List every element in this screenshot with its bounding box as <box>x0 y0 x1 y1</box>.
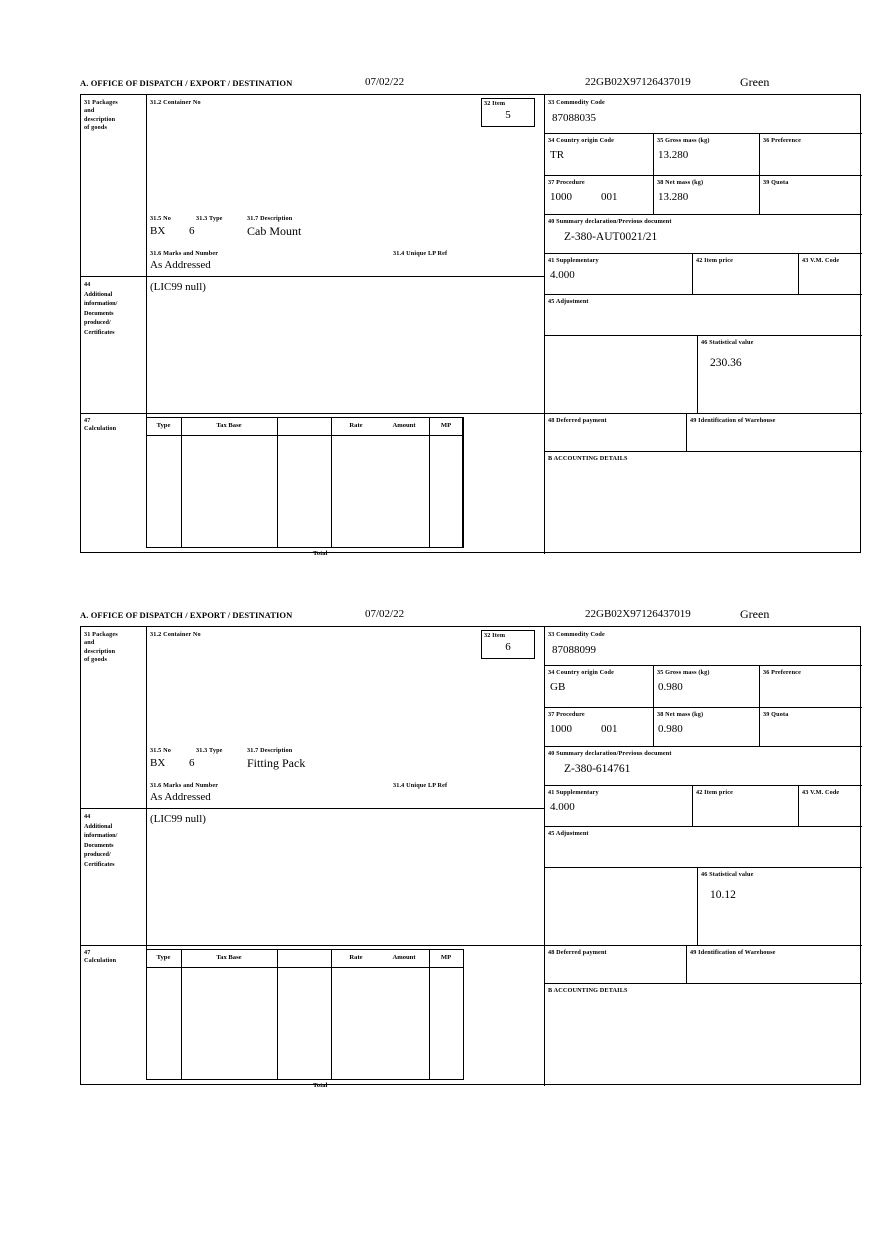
box31-no-value: BX <box>150 225 166 237</box>
box38-value: 0.980 <box>658 723 683 735</box>
form-header <box>80 75 861 94</box>
box40-value: Z-380-614761 <box>564 763 631 775</box>
calc-header-amount: Amount <box>392 954 416 961</box>
box35-value: 0.980 <box>658 681 683 693</box>
box40-label: 40 Summary declaration/Previous document <box>548 218 672 225</box>
box41-value: 4.000 <box>550 801 575 813</box>
calc-top-border <box>146 949 464 950</box>
boxB-label: B ACCOUNTING DETAILS <box>548 455 628 462</box>
divider-34-37 <box>544 175 862 176</box>
calc-header-type: Type <box>156 422 171 429</box>
box31-container-label: 31.2 Container No <box>150 631 201 638</box>
header-mrn: 22GB02X97126437019 <box>585 608 691 620</box>
box31-type-value: 6 <box>189 225 195 237</box>
calc-header-type: Type <box>156 954 171 961</box>
divider-41-45 <box>544 826 862 827</box>
divider-47-top <box>81 945 862 946</box>
box31-no-label: 31.5 No <box>150 747 171 754</box>
box47-label: 47 Calculation <box>84 417 117 433</box>
calc-header-rate: Rate <box>349 422 363 429</box>
box49-label: 49 Identification of Warehouse <box>690 949 776 956</box>
header-lane: Green <box>740 607 770 621</box>
box32-label: 32 Item <box>484 100 506 107</box>
divider-37-40 <box>544 214 862 215</box>
divider-42-43 <box>798 785 799 826</box>
divider-42-43 <box>798 253 799 294</box>
box41-label: 41 Supplementary <box>548 257 599 264</box>
box31-unique-lp-label: 31.4 Unique LP Ref <box>393 250 448 257</box>
box36-label: 36 Preference <box>763 137 801 144</box>
box33-label: 33 Commodity Code <box>548 631 605 638</box>
box35-value: 13.280 <box>658 149 689 161</box>
box31-container-label: 31.2 Container No <box>150 99 201 106</box>
divider-41-42 <box>692 253 693 294</box>
divider-41-45 <box>544 294 862 295</box>
divider-box33-bottom <box>544 133 862 134</box>
box44-value: (LIC99 null) <box>150 281 206 293</box>
divider-47-top <box>81 413 862 414</box>
divider-37-40 <box>544 746 862 747</box>
calc-header-rate: Rate <box>349 954 363 961</box>
box37-value-1: 1000 <box>550 723 572 735</box>
box31-label: 31 Packages and description of goods <box>84 631 118 664</box>
box41-value: 4.000 <box>550 269 575 281</box>
calc-header-mp: MP <box>440 422 452 429</box>
divider-48-49 <box>686 413 687 451</box>
box38-label: 38 Net mass (kg) <box>657 711 704 718</box>
office-of-dispatch-label: A. OFFICE OF DISPATCH / EXPORT / DESTINATION <box>80 78 293 88</box>
box31-type-label: 31.3 Type <box>196 747 223 754</box>
box31-label: 31 Packages and description of goods <box>84 99 118 132</box>
divider-34-35 <box>653 133 654 214</box>
calc-total-label: Total <box>313 550 328 557</box>
box31-marks-label: 31.6 Marks and Number <box>150 782 219 789</box>
box44-label: 44 Additional information/ Documents produced/ Certificates <box>84 281 118 336</box>
divider-dotted <box>544 335 545 413</box>
box31-description-value: Fitting Pack <box>247 756 306 770</box>
box40-value: Z-380-AUT0021/21 <box>564 231 658 243</box>
box31-no-label: 31.5 No <box>150 215 171 222</box>
box31-description-label: 31.7 Description <box>247 747 293 754</box>
divider-box31-bottom <box>81 808 544 809</box>
header-date: 07/02/22 <box>365 76 405 88</box>
box34-label: 34 Country origin Code <box>548 137 615 144</box>
box31-marks-value: As Addressed <box>150 259 211 271</box>
box44-value: (LIC99 null) <box>150 813 206 825</box>
box46-label: 46 Statistical value <box>701 871 754 878</box>
box40-label: 40 Summary declaration/Previous document <box>548 750 672 757</box>
calc-border-left <box>146 417 147 548</box>
box37-label: 37 Procedure <box>548 711 585 718</box>
box38-value: 13.280 <box>658 191 689 203</box>
calc-col-rate <box>331 417 332 548</box>
box38-label: 38 Net mass (kg) <box>657 179 704 186</box>
box41-label: 41 Supplementary <box>548 789 599 796</box>
customs-declaration-form-1 <box>80 75 861 557</box>
box34-value: GB <box>550 681 566 693</box>
box48-label: 48 Deferred payment <box>548 417 607 424</box>
box31-unique-lp-label: 31.4 Unique LP Ref <box>393 782 448 789</box>
calc-header-bottom <box>146 967 464 968</box>
box43-label: 43 V.M. Code <box>802 257 840 264</box>
header-date: 07/02/22 <box>365 608 405 620</box>
calc-bottom-border <box>146 547 464 548</box>
divider-left-column <box>146 95 147 423</box>
box36-label: 36 Preference <box>763 669 801 676</box>
box46-value: 230.36 <box>710 357 742 369</box>
calc-col-mp <box>463 949 464 1080</box>
box35-label: 35 Gross mass (kg) <box>657 669 710 676</box>
calc-border-left <box>146 949 147 1080</box>
divider-right-column <box>544 627 545 1086</box>
box49-label: 49 Identification of Warehouse <box>690 417 776 424</box>
divider-34-37 <box>544 707 862 708</box>
box32-value: 5 <box>505 109 511 122</box>
box37-label: 37 Procedure <box>548 179 585 186</box>
calc-bottom-border <box>146 1079 464 1080</box>
box46-label: 46 Statistical value <box>701 339 754 346</box>
box47-label: 47 Calculation <box>84 949 117 965</box>
calc-top-border <box>146 417 464 418</box>
box31-no-value: BX <box>150 757 166 769</box>
divider-35-36 <box>759 665 760 746</box>
header-lane: Green <box>740 75 770 89</box>
calc-col-mp <box>463 417 464 548</box>
calc-col-amount <box>429 417 430 548</box>
box31-marks-label: 31.6 Marks and Number <box>150 250 219 257</box>
divider-48-B <box>544 451 862 452</box>
box37-value-2: 001 <box>601 723 618 735</box>
form-header <box>80 607 861 626</box>
calc-header-tax-base: Tax Base <box>216 954 242 961</box>
divider-box33-bottom <box>544 665 862 666</box>
calc-col-taxbase <box>277 417 278 548</box>
box37-value-1: 1000 <box>550 191 572 203</box>
box31-type-value: 6 <box>189 757 195 769</box>
box42-label: 42 Item price <box>696 789 733 796</box>
calc-col-amount <box>429 949 430 1080</box>
box32-value: 6 <box>505 641 511 654</box>
divider-45-46 <box>544 867 862 868</box>
divider-right-column <box>544 95 545 554</box>
divider-41-42 <box>692 785 693 826</box>
box43-label: 43 V.M. Code <box>802 789 840 796</box>
form-body <box>80 94 861 557</box>
calc-header-amount: Amount <box>392 422 416 429</box>
calc-header-mp: MP <box>440 954 452 961</box>
form-body <box>80 626 861 1089</box>
divider-dotted <box>544 867 545 945</box>
box33-value: 87088035 <box>552 112 596 124</box>
box45-label: 45 Adjustment <box>548 830 589 837</box>
box31-marks-value: As Addressed <box>150 791 211 803</box>
calc-col-taxbase <box>277 949 278 1080</box>
box48-label: 48 Deferred payment <box>548 949 607 956</box>
box45-label: 45 Adjustment <box>548 298 589 305</box>
divider-46-left <box>697 867 698 945</box>
calc-col-rate <box>331 949 332 1080</box>
box31-description-label: 31.7 Description <box>247 215 293 222</box>
box33-value: 87088099 <box>552 644 596 656</box>
divider-left-column <box>146 627 147 955</box>
calc-col-type <box>181 949 182 1080</box>
calc-total-label: Total <box>313 1082 328 1089</box>
box39-label: 39 Quota <box>763 711 789 718</box>
divider-40-41 <box>544 785 862 786</box>
calc-header-bottom <box>146 435 464 436</box>
box33-label: 33 Commodity Code <box>548 99 605 106</box>
calc-col-type <box>181 417 182 548</box>
box32-label: 32 Item <box>484 632 506 639</box>
divider-48-B <box>544 983 862 984</box>
box34-label: 34 Country origin Code <box>548 669 615 676</box>
box47-grid <box>146 417 463 547</box>
box44-label: 44 Additional information/ Documents produced/ Certificates <box>84 813 118 868</box>
box46-value: 10.12 <box>710 889 736 901</box>
boxB-label: B ACCOUNTING DETAILS <box>548 987 628 994</box>
calc-header-tax-base: Tax Base <box>216 422 242 429</box>
office-of-dispatch-label: A. OFFICE OF DISPATCH / EXPORT / DESTINATION <box>80 610 293 620</box>
box31-type-label: 31.3 Type <box>196 215 223 222</box>
header-mrn: 22GB02X97126437019 <box>585 76 691 88</box>
divider-35-36 <box>759 133 760 214</box>
box32-item <box>481 630 535 659</box>
box32-item <box>481 98 535 127</box>
divider-34-35 <box>653 665 654 746</box>
box34-value: TR <box>550 149 565 161</box>
box37-value-2: 001 <box>601 191 618 203</box>
box35-label: 35 Gross mass (kg) <box>657 137 710 144</box>
divider-40-41 <box>544 253 862 254</box>
divider-46-left <box>697 335 698 413</box>
customs-declaration-form-2 <box>80 607 861 1089</box>
box31-description-value: Cab Mount <box>247 224 302 238</box>
divider-48-49 <box>686 945 687 983</box>
box39-label: 39 Quota <box>763 179 789 186</box>
divider-box31-bottom <box>81 276 544 277</box>
box42-label: 42 Item price <box>696 257 733 264</box>
divider-45-46 <box>544 335 862 336</box>
